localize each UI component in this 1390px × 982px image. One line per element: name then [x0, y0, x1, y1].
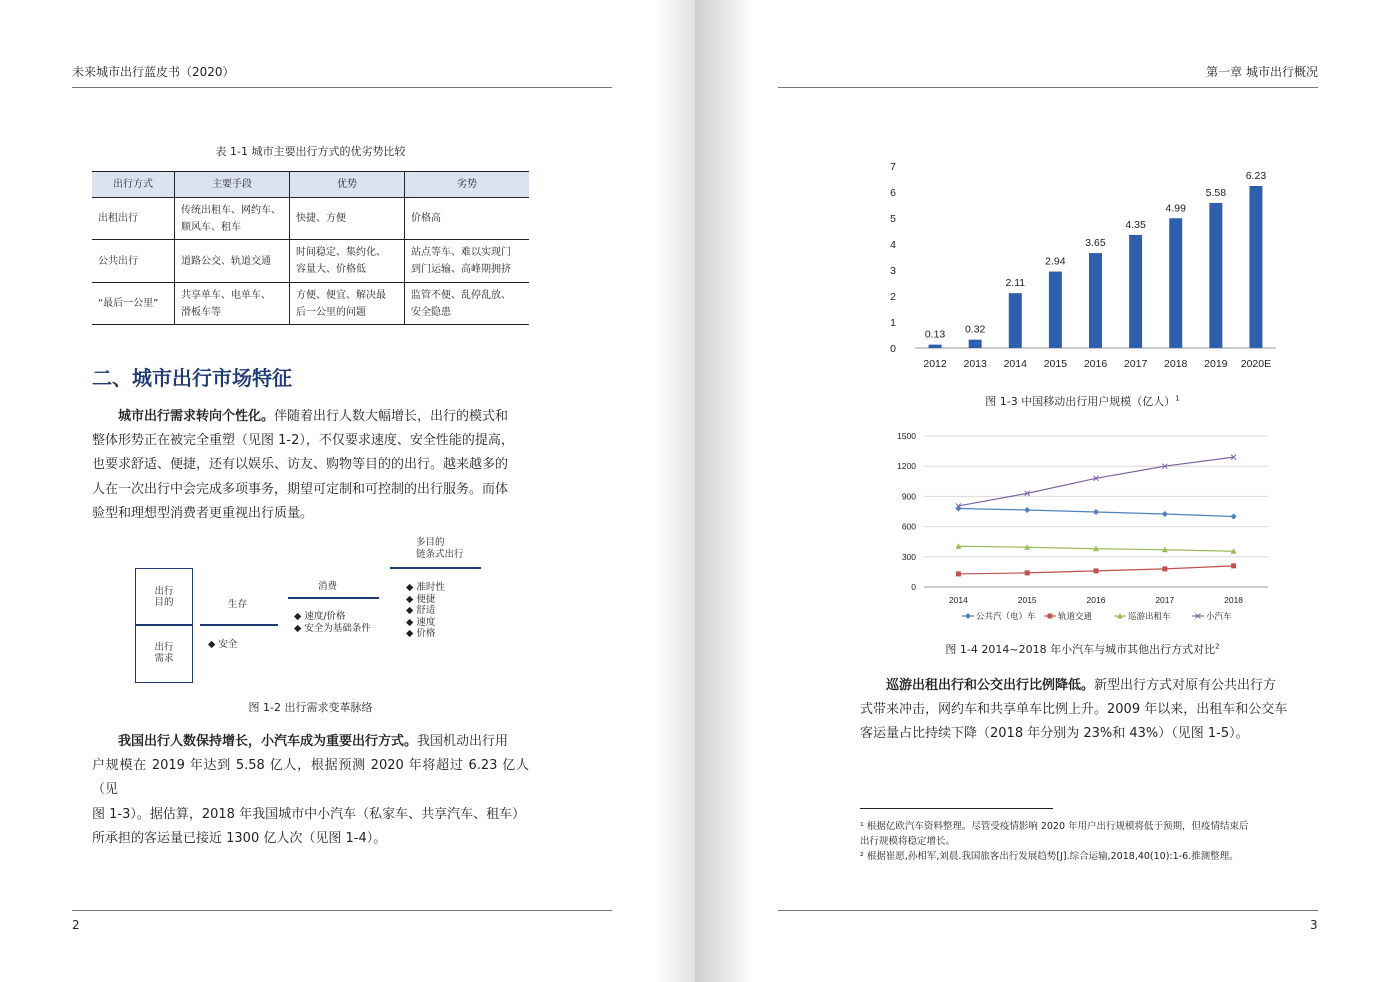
table-cell: 传统出租车、网约车、 顺风车、租车: [175, 198, 290, 240]
series-group: [955, 543, 1236, 554]
x-tick-label: 2016: [1086, 595, 1106, 605]
footnotes: [860, 819, 1305, 864]
stage-chain-line: [390, 567, 481, 569]
y-tick-label: 1200: [897, 461, 916, 472]
x-tick-label: 2017: [1123, 358, 1148, 370]
table-header: 主要手段: [175, 172, 290, 198]
figure-caption-1-4: 图 1-4 2014~2018 年小汽车与城市其他出行方式对比$^2$: [945, 642, 1220, 656]
x-tick-label: 2017: [1155, 595, 1175, 605]
gutter-shadow: [695, 0, 755, 982]
bar: [1049, 272, 1062, 348]
stage-consumption-items: ◆ 速度/价格 ◆ 安全为基础条件: [294, 611, 371, 634]
header-rule: [72, 87, 612, 88]
paragraph-growth: 我国出行人数保持增长，小汽车成为重要出行方式。我国机动出行用 户规模在 2019 年达到 5.58 亿人，根据预测 2020 年将超过 6.23 亿人（见 图 1-3）。据估算，2018 年我国城市中小汽车（私家车、共享汽车、租车） 所承担的客运量已接近 1300 亿人次（见图 1-4）。: [92, 734, 529, 846]
point: [1094, 568, 1099, 573]
bar: [1089, 253, 1102, 348]
point: [965, 613, 971, 619]
table-cell: 时间稳定、集约化、 容量大、价格低: [290, 240, 405, 283]
legend-label: 轨道交通: [1058, 612, 1093, 622]
section-title: 二、城市出行市场特征: [92, 366, 292, 390]
point: [1093, 509, 1099, 515]
table-cell: 方便、便宜、解决最 后一公里的问题: [290, 283, 405, 325]
x-tick-label: 2015: [1043, 358, 1068, 370]
footer-rule: [778, 910, 1318, 911]
bar: [1129, 235, 1142, 348]
table-row: [92, 198, 529, 240]
legend-item: [1192, 611, 1232, 622]
table-header: 优势: [290, 172, 405, 198]
diagram-box-needs: 出行 需求: [135, 624, 193, 683]
page-number-left: 2: [72, 918, 80, 932]
table-header: 出行方式: [92, 172, 175, 198]
bar-chart-mobility-users: [880, 155, 1280, 377]
stage-consumption-line: [288, 597, 379, 599]
y-tick-label: 1: [890, 317, 896, 329]
y-tick-label: 900: [901, 491, 916, 502]
table-cell: 共享单车、电单车、 滑板车等: [175, 283, 290, 325]
table-header: 劣势: [405, 172, 530, 198]
point: [1162, 566, 1167, 571]
y-tick-label: 7: [890, 161, 896, 173]
x-tick-label: 2012: [923, 358, 947, 370]
para-lead: 我国出行人数保持增长，小汽车成为重要出行方式。: [118, 734, 418, 749]
series-group: [956, 563, 1236, 576]
x-tick-label: 2014: [1003, 358, 1027, 370]
series-group: [955, 505, 1236, 519]
stage-consumption: 消费: [318, 581, 338, 592]
footnote-line: ¹ 根据亿欧汽车资料整理。尽管受疫情影响 2020 年用户出行规模将低于预期，但疫情结束后: [860, 821, 1249, 832]
table-cell: 出租出行: [92, 198, 175, 240]
legend-label: 巡游出租车: [1128, 612, 1171, 622]
paragraph-decline: 巡游出租出行和公交出行比例降低。新型出行方式对原有公共出行方 式带来冲击，网约车和共享单车比例上升。2009 年以来，出租车和公交车 客运量占比持续下降（2018 年分别为 23%和 43%）（见图 1-5）。: [860, 678, 1288, 742]
table-cell: 价格高: [405, 198, 530, 240]
table-cell: “最后一公里”: [92, 283, 175, 325]
x-tick-label: 2015: [1017, 595, 1037, 605]
paragraph-demand: 城市出行需求转向个性化。伴随着出行人数大幅增长，出行的模式和 整体形势正在被完全重塑（见图 1-2），不仅要求速度、安全性能的提高， 也要求舒适、便捷，还有以娱乐、访友、购物等目的的出行。越来越多的 人在一次出行中会完成多项事务，期望可定制和可控制的出行服务。而体 验型和理想型消费者更重视出行质量。: [92, 409, 514, 521]
bar: [1009, 293, 1022, 348]
table-row: [92, 240, 529, 283]
data-label: 2.94: [1045, 255, 1066, 268]
y-tick-label: 300: [901, 551, 916, 562]
bar: [1209, 203, 1222, 348]
table-cell: 快捷、方便: [290, 198, 405, 240]
point: [956, 571, 961, 576]
stage-survival: 生存: [228, 599, 248, 610]
legend-item: [1114, 611, 1171, 622]
x-tick-label: 2020E: [1240, 358, 1272, 370]
data-label: 5.58: [1205, 186, 1227, 199]
y-tick-label: 4: [890, 239, 896, 251]
x-tick-label: 2014: [948, 595, 968, 605]
running-head-right: 第一章 城市出行概况: [1206, 65, 1318, 79]
y-tick-label: 3: [890, 265, 896, 277]
page-number-right: 3: [1310, 918, 1318, 932]
running-head-left: 未来城市出行蓝皮书（2020）: [72, 65, 235, 79]
bar: [1169, 218, 1182, 348]
legend-item: [1044, 611, 1093, 622]
y-tick-label: 5: [890, 213, 896, 225]
point: [1024, 507, 1030, 513]
x-tick-label: 2013: [963, 358, 987, 370]
para-lead: 城市出行需求转向个性化。: [118, 409, 275, 424]
data-label: 4.35: [1125, 218, 1146, 231]
point: [1231, 563, 1236, 568]
data-label: 0.32: [964, 323, 986, 336]
figure-caption-1-3: 图 1-3 中国移动出行用户规模（亿人）$^1$: [985, 394, 1180, 408]
stage-chain-items: ◆ 准时性 ◆ 便捷 ◆ 舒适 ◆ 速度 ◆ 价格: [406, 582, 445, 639]
footnote-line: ² 根据崔愿,孙相军,刘晨.我国旅客出行发展趋势[J].综合运输,2018,40(10):1-6.推测整理。: [860, 851, 1239, 862]
header-rule: [778, 87, 1318, 88]
x-tick-label: 2018: [1164, 358, 1188, 370]
table-row: [92, 283, 529, 325]
table-cell: 公共出行: [92, 240, 175, 283]
y-tick-label: 6: [890, 187, 896, 199]
table-cell: 监管不便、乱停乱放、 安全隐患: [405, 283, 530, 325]
series-line: [958, 457, 1233, 506]
table-cell: 站点等车、难以实现门 到门运输、高峰期拥挤: [405, 240, 530, 283]
bar: [929, 345, 942, 348]
point: [1025, 570, 1030, 575]
table-caption: 表 1-1 城市主要出行方式的优劣势比较: [215, 145, 406, 158]
y-tick-label: 1500: [897, 431, 916, 441]
table-header-row: [92, 172, 529, 198]
footnote-line: 出行规模将稳定增长。: [860, 836, 956, 847]
line-chart-travel-modes: [880, 426, 1280, 626]
series-group: [956, 455, 1236, 509]
data-label: 3.65: [1085, 237, 1106, 250]
point: [1048, 614, 1053, 619]
diagram-box-purpose: 出行 目的: [135, 568, 193, 626]
legend-label: 小汽车: [1206, 612, 1232, 622]
bar: [969, 340, 982, 348]
table-cell: 道路公交、轨道交通: [175, 240, 290, 283]
stage-survival-items: ◆ 安全: [208, 639, 238, 650]
point: [1162, 511, 1168, 517]
y-tick-label: 600: [901, 521, 916, 532]
bar: [1249, 186, 1262, 348]
data-label: 0.13: [924, 328, 946, 341]
y-tick-label: 0: [911, 582, 916, 592]
data-label: 4.99: [1165, 202, 1186, 215]
data-label: 6.23: [1245, 170, 1267, 183]
point: [1231, 514, 1237, 520]
gutter-shadow: [655, 0, 695, 982]
data-label: 2.11: [1005, 277, 1026, 290]
footer-rule: [72, 910, 612, 911]
comparison-table: [92, 171, 529, 325]
footnote-rule: [860, 808, 1053, 809]
stage-chain-trip: 多目的 链条式出行: [416, 537, 464, 560]
legend-item: [962, 611, 1036, 622]
x-tick-label: 2016: [1083, 358, 1108, 370]
figure-caption-1-2: 图 1-2 出行需求变革脉络: [248, 701, 373, 714]
legend-label: 公共汽（电）车: [976, 612, 1036, 622]
para-lead: 巡游出租出行和公交出行比例降低。: [886, 678, 1095, 693]
x-tick-label: 2019: [1204, 358, 1228, 370]
y-tick-label: 0: [890, 343, 896, 355]
stage-survival-line: [200, 624, 278, 626]
y-tick-label: 2: [890, 291, 896, 303]
x-tick-label: 2018: [1224, 595, 1244, 605]
